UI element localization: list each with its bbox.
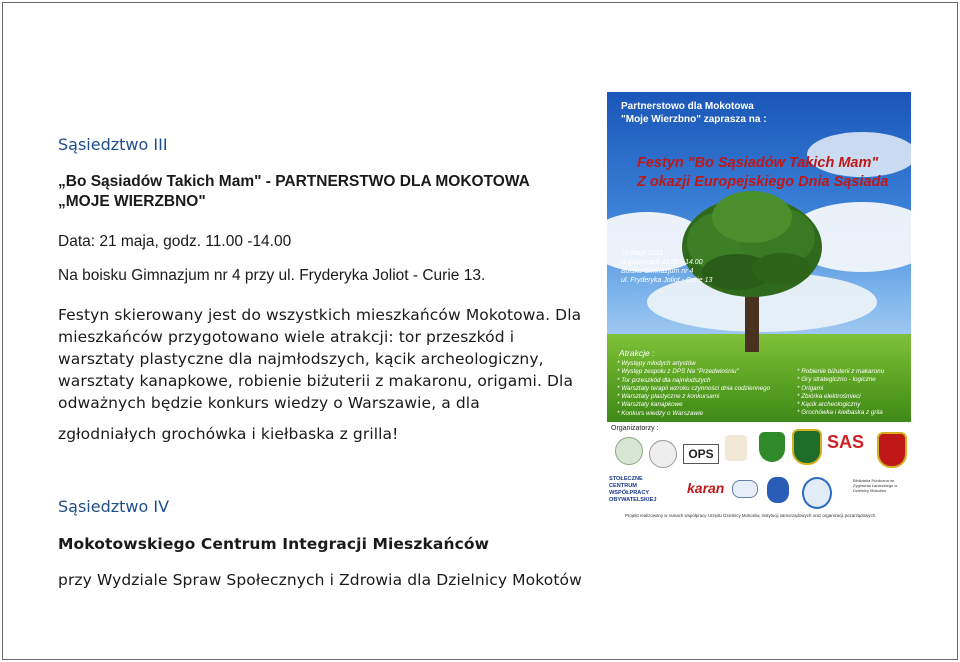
section-4-title: Mokotowskiego Centrum Integracji Mieszkańców <box>58 535 490 553</box>
poster-title-line2: Z okazji Europejskiego Dnia Sąsiada <box>637 174 889 190</box>
attraction-item: * Występ zespołu z DPS Na "Przedwiośniu" <box>617 368 739 376</box>
description-last-line: zgłodniałych grochówka i kiełbaska z grilla! <box>58 425 399 443</box>
attraction-item: * Konkurs wiedzy o Warszawie <box>617 409 703 417</box>
event-place: Na boisku Gimnazjum nr 4 przy ul. Fryderyka Joliot - Curie 13. <box>58 267 486 284</box>
section-4-heading: Sąsiedztwo IV <box>58 497 170 516</box>
biblioteka-logo: Biblioteka Publiczna im. Zygmunta Łanieckiego w Dzielnicy Mokotów <box>853 478 898 493</box>
attraction-item: * Warsztaty terapii wzroku czynności dnia codziennego <box>617 384 771 392</box>
section-3-title-line1: „Bo Sąsiadów Takich Mam" - PARTNERSTWO DLA MOKOTOWA <box>58 173 530 190</box>
description-line: warsztaty kanapkowe, robienie biżuterii z makaronu, origami. Dla <box>58 372 574 390</box>
description-line: warsztaty plastyczne dla najmłodszych, kącik archeologiczny, <box>58 350 544 368</box>
ops-logo: OPS <box>683 444 719 464</box>
poster-attractions-title: Atrakcje : <box>619 348 655 358</box>
poster-title-line1: Festyn "Bo Sąsiadów Takich Mam" <box>637 155 879 171</box>
organizer-logo <box>802 477 832 509</box>
section-3-heading: Sąsiedztwo III <box>58 135 168 154</box>
shield-logo-icon <box>877 432 907 468</box>
poster-date-line: ul. Fryderyka Joliot - Curie 13 <box>621 277 713 284</box>
poster-title <box>637 154 888 192</box>
poster-header <box>621 100 767 126</box>
poster-header-line1: Partnerstowo dla Mokotowa <box>621 101 754 112</box>
organizer-logo <box>725 435 747 461</box>
description-line: Festyn skierowany jest do wszystkich mieszkańców Mokotowa. Dla <box>58 306 582 324</box>
attraction-item: * Gry strategiczno - logiczne <box>797 376 876 384</box>
poster-header-line2: "Moje Wierzbno" zaprasza na : <box>621 114 767 125</box>
attraction-item: * Kącik archeologiczny <box>797 401 861 409</box>
organizer-logo <box>649 440 677 468</box>
description-line: odważnych będzie konkurs wiedzy o Warszawie, a dla <box>58 394 480 412</box>
attraction-item: * Warsztaty plastyczne z konkursami <box>617 393 720 401</box>
festival-poster <box>607 92 911 524</box>
section-3-title-line2: „MOJE WIERZBNO" <box>58 193 206 210</box>
attraction-item: * Origami <box>797 384 824 392</box>
attraction-item: * Grochówka i kiełbaska z grila <box>797 409 883 417</box>
poster-date-line: 21 Maja 2011 <box>621 250 663 257</box>
attraction-item: * Robienie biżuterii z makaronu <box>797 368 885 375</box>
poster-organizers-label: Organizatorzy : <box>611 425 659 432</box>
stoleczne-centrum-logo: STOŁECZNE CENTRUM WSPÓŁPRACY OBYWATELSKIEJ <box>609 476 671 506</box>
poster-footer: Projekt realizowany w ramach współpracy Urzędu Dzielnicy Mokotów, instytucji samorządowych oraz organizacji pozarządowych. <box>625 513 877 518</box>
section-4-subtitle: przy Wydziale Spraw Społecznych i Zdrowia dla Dzielnicy Mokotów <box>58 571 582 589</box>
poster-date-line: w godzinach 11.00 - 14.00 <box>621 259 703 266</box>
event-date: Data: 21 maja, godz. 11.00 -14.00 <box>58 233 292 250</box>
organizer-logo <box>767 477 789 503</box>
attraction-item: * Tor przeszkód dla najmłodszych <box>617 376 711 384</box>
eye-logo-icon <box>732 480 758 498</box>
attraction-item: * Warsztaty kanapkowe <box>617 401 683 409</box>
description-line: mieszkańców przygotowano wiele atrakcji: tor przeszkód i <box>58 328 515 346</box>
sas-logo: SAS <box>827 432 865 452</box>
attraction-item: * Występy młodych artystów <box>617 360 696 367</box>
poster-date-block <box>621 249 712 285</box>
poster-attractions-left <box>617 360 770 418</box>
poster-attractions-right <box>797 368 884 418</box>
shield-logo-icon <box>759 432 785 462</box>
attraction-item: * Zbiórka elektrośmieci <box>797 392 861 400</box>
poster-date-line: Boisko Gimnazjum nr 4 <box>621 268 694 275</box>
karan-logo: karan <box>687 480 725 496</box>
shield-logo-icon <box>792 429 822 465</box>
organizer-logo <box>615 437 643 465</box>
